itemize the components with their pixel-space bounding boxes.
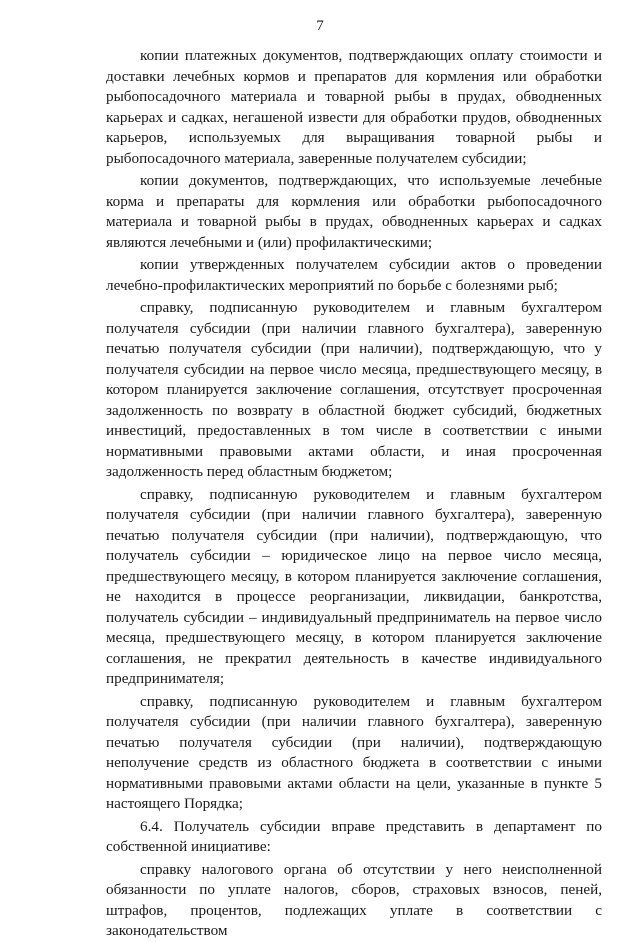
paragraph-tax-certificate: справку налогового органа об отсутствии у него неисполненной обязанности по уплате налогов, сборов, страховых взносов, пеней, штрафов, процентов, подлежащих уплате в соответствии с законодательством [106, 860, 602, 939]
paragraph-non-receipt-certificate: справку, подписанную руководителем и главным бухгалтером получателя субсидии (при наличии главного бухгалтера), заверенную печатью получателя субсидии (при наличии), подтверждающую неполучение средств из областного бюджета в соответствии с иными нормативными правовыми актами области на цели, указанные в пункте 5 настоящего Порядка; [106, 692, 602, 812]
paragraph-payment-documents: копии платежных документов, подтверждающих оплату стоимости и доставки лечебных кормов и препаратов для кормления или обработки рыбопосадочного материала и товарной рыбы в прудах, обводненных карьерах и садках, негашеной извести для обработки прудов, обводненных карьеров, используемых для выращивания товарной рыбы и рыбопосадочного материала, заверенные получателем субсидии; [106, 47, 602, 167]
paragraph-debt-certificate: справку, подписанную руководителем и главным бухгалтером получателя субсидии (при наличии главного бухгалтера), заверенную печатью получателя субсидии (при наличии), подтверждающую, что у получателя субсидии на первое число месяца, предшествующего месяцу, в котором планируется заключение соглашения, отсутствует просроченная задолженность по возврату в областной бюджет субсидий, бюджетных инвестиций, предоставленных в том числе в соответствии с иными нормативными правовыми актами области, и иная просроченная задолженность перед областным бюджетом; [106, 299, 602, 480]
page-number: 7 [316, 18, 324, 34]
paragraph-reorganization-certificate: справку, подписанную руководителем и главным бухгалтером получателя субсидии (при наличии главного бухгалтера), заверенную печатью получателя субсидии (при наличии), подтверждающую, что получатель субсидии – юридическое лицо на первое число месяца, предшествующего месяцу, в котором планируется заключение соглашения, не находится в процессе реорганизации, ликвидации, банкротства, получатель субсидии – индивидуальный предприниматель на первое число месяца, предшествующего месяцу, в котором планируется заключение соглашения, не прекратил деятельность в качестве индивидуального предпринимателя; [106, 485, 602, 687]
paragraph-clause-6-4: 6.4. Получатель субсидии вправе представить в департамент по собственной инициативе: [106, 817, 602, 855]
paragraph-medical-feed-documents: копии документов, подтверждающих, что используемые лечебные корма и препараты для кормления или обработки рыбопосадочного материала и товарной рыбы в прудах, обводненных карьерах и садках являются лечебными и (или) профилактическими; [106, 172, 602, 251]
paragraph-treatment-acts: копии утвержденных получателем субсидии актов о проведении лечебно-профилактических мероприятий по борьбе с болезнями рыб; [106, 256, 602, 294]
document-body [106, 46, 602, 942]
